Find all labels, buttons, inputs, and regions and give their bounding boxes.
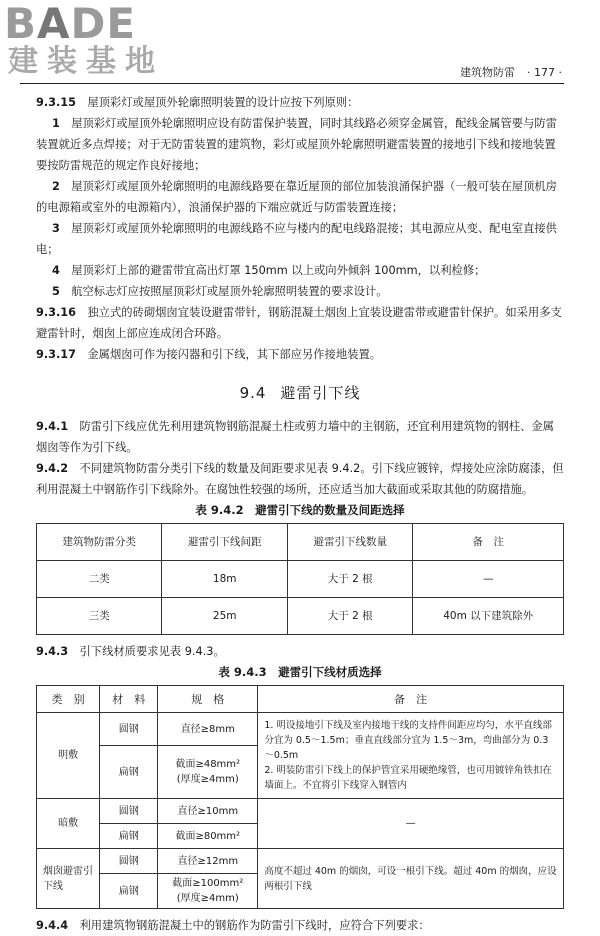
clause-9-4-1: 9.4.1 防雷引下线应优先利用建筑物钢筋混凝土柱或剪力墙中的主钢筋，还宜利用建筑物的钢柱、金属烟囱等作为引下线。 (36, 420, 554, 454)
clause-9-4-4: 9.4.4 利用建筑物钢筋混凝土中的钢筋作为防雷引下线时，应符合下列要求： (36, 919, 430, 932)
running-header (448, 64, 562, 80)
clause-9-3-16: 9.3.16 独立式的砖砌烟囱宜装设避雷带针，钢筋混凝土烟囱上宜装设避雷带或避雷针保护。如采用多支避雷针时，烟囱上部应连成闭合环路。 (36, 306, 562, 340)
page-body (36, 92, 564, 936)
table-row: 扁钢 截面≥100mm² (厚度≥4mm) (37, 874, 564, 909)
table-9-4-3 (36, 685, 564, 909)
logo (4, 2, 184, 78)
logo-wordmark: BADE (4, 0, 137, 48)
list-item: 1 屋顶彩灯或屋顶外轮廓照明应设有防雷保护装置，同时其线路必须穿金属管，配线金属管要与防雷装置就近多点焊接；对于无防雷装置的建筑物，彩灯或屋顶外轮廓照明避雷装置的接地引下线和接地装置要按防雷规范的规定作良好接地； (36, 117, 557, 172)
list-item: 3 屋顶彩灯或屋顶外轮廓照明的电源线路不应与楼内的配电线路混接；其电源应从变、配电室直接供电； (36, 222, 557, 256)
header-rule (20, 83, 564, 84)
list-item: 4 屋顶彩灯上部的避雷带宜高出灯罩 150mm 以上或向外倾斜 100mm，以利检修； (52, 264, 486, 277)
logo-subtitle: 建装基地 (8, 44, 164, 79)
table-row: 扁钢 截面≥80mm² (37, 824, 564, 849)
clause-9-4-2: 9.4.2 不同建筑物防雷分类引下线的数量及间距要求见表 9.4.2。引下线应镀锌，焊接处应涂防腐漆，但利用混凝土中钢筋作引下线除外。在腐蚀性较强的场所，还应适当加大截面或采取其他的防腐措施。 (36, 462, 564, 496)
table-row: 暗敷 圆钢 直径≥10mm — (37, 799, 564, 824)
section-title: 9.4 避雷引下线 (239, 384, 361, 402)
table-row: 二类 18m 大于 2 根 — (37, 561, 564, 598)
list-item: 2 屋顶彩灯或屋顶外轮廓照明的电源线路要在靠近屋顶的部位加装浪涌保护器（一般可装在屋顶机房的电源箱或室外的电源箱内），浪涌保护器的下端应就近与防雷装置连接； (36, 180, 557, 214)
clause-9-3-17: 9.3.17 金属烟囱可作为接闪器和引下线，其下部应另作接地装置。 (36, 348, 382, 361)
list-item: 5 航空标志灯应按照屋顶彩灯或屋顶外轮廓照明装置的要求设计。 (52, 285, 388, 298)
table-9-4-2 (36, 523, 564, 635)
clause-9-3-15: 9.3.15 屋顶彩灯或屋顶外轮廓照明装置的设计应按下列原则： (36, 96, 359, 109)
table-row: 三类 25m 大于 2 根 40m 以下建筑除外 (37, 598, 564, 635)
page-number: · 177 · (527, 66, 562, 79)
table-caption: 表 9.4.3 避雷引下线材质选择 (218, 665, 382, 679)
clause-9-4-3: 9.4.3 引下线材质要求见表 9.4.3。 (36, 645, 225, 658)
table-caption: 表 9.4.2 避雷引下线的数量及间距选择 (195, 503, 405, 517)
table-row: 扁钢 截面≥48mm² (厚度≥4mm) (37, 746, 564, 799)
header-section: 建筑物防雷 (460, 66, 516, 79)
table-header-row: 建筑物防雷分类 避雷引下线间距 避雷引下线数量 备 注 (37, 524, 564, 561)
table-header-row: 类 别 材 料 规 格 备 注 (37, 686, 564, 713)
table-row: 烟囱避雷引下线 圆钢 直径≥12mm 高度不超过 40m 的烟囱，可设一根引下线。超过 40m 的烟囱，应设两根引下线 (37, 849, 564, 874)
table-row: 明敷 圆钢 直径≥8mm 1. 明设接地引下线及室内接地干线的支持件间距应均匀，水平直线部分宜为 0.5～1.5m；垂直直线部分宜为 1.5～3m，弯曲部分为 0.3～0.5m 2. 明装防雷引下线上的保护管宜采用硬绝缘管，也可用镀锌角铁扣在墙面上。不宜将引下线穿入钢管内 (37, 713, 564, 746)
